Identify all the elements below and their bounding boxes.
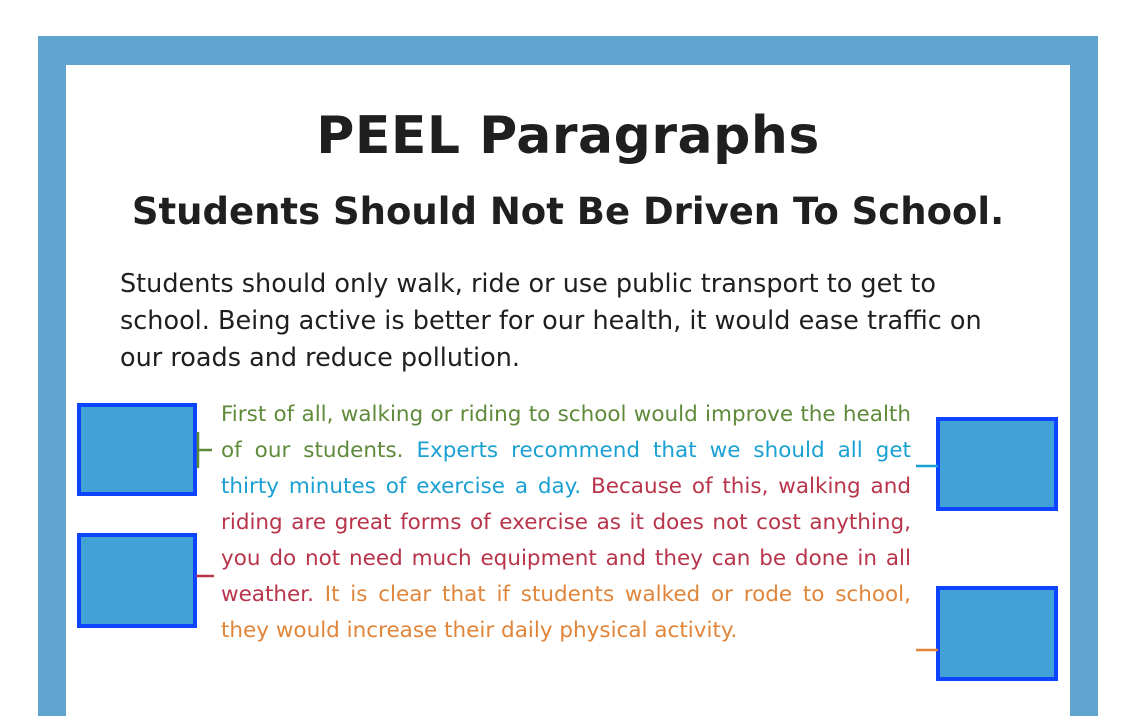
peel-link-sentence: It is clear that if students walked or rode to school, they would increase their daily physical activity. <box>221 582 911 643</box>
intro-paragraph: Students should only walk, ride or use public transport to get to school. Being active is better for our health, it would ease traffic on our roads and reduce pollution. <box>120 269 982 373</box>
point-label-box[interactable] <box>77 403 197 496</box>
peel-evidence-sentence: Experts recommend that we should all get thirty minutes of exercise a day. <box>221 438 911 499</box>
explain-label-box[interactable] <box>77 533 197 628</box>
link-connector <box>912 642 942 662</box>
evidence-connector <box>912 458 942 478</box>
evidence-label-box[interactable] <box>936 417 1058 511</box>
explain-connector <box>196 568 226 588</box>
page-title: PEEL Paragraphs <box>316 106 820 166</box>
peel-point-sentence: First of all, walking or riding to school would improve the health of our students. <box>221 402 911 463</box>
peel-explain-sentence: Because of this, walking and riding are great forms of exercise as it does not cost anything, you do not need much equipment and they can be done in all weather. <box>221 474 911 607</box>
page-subtitle: Students Should Not Be Driven To School. <box>131 190 1005 233</box>
point-connector <box>196 430 226 470</box>
peel-paragraph <box>221 397 911 649</box>
link-label-box[interactable] <box>936 586 1058 681</box>
